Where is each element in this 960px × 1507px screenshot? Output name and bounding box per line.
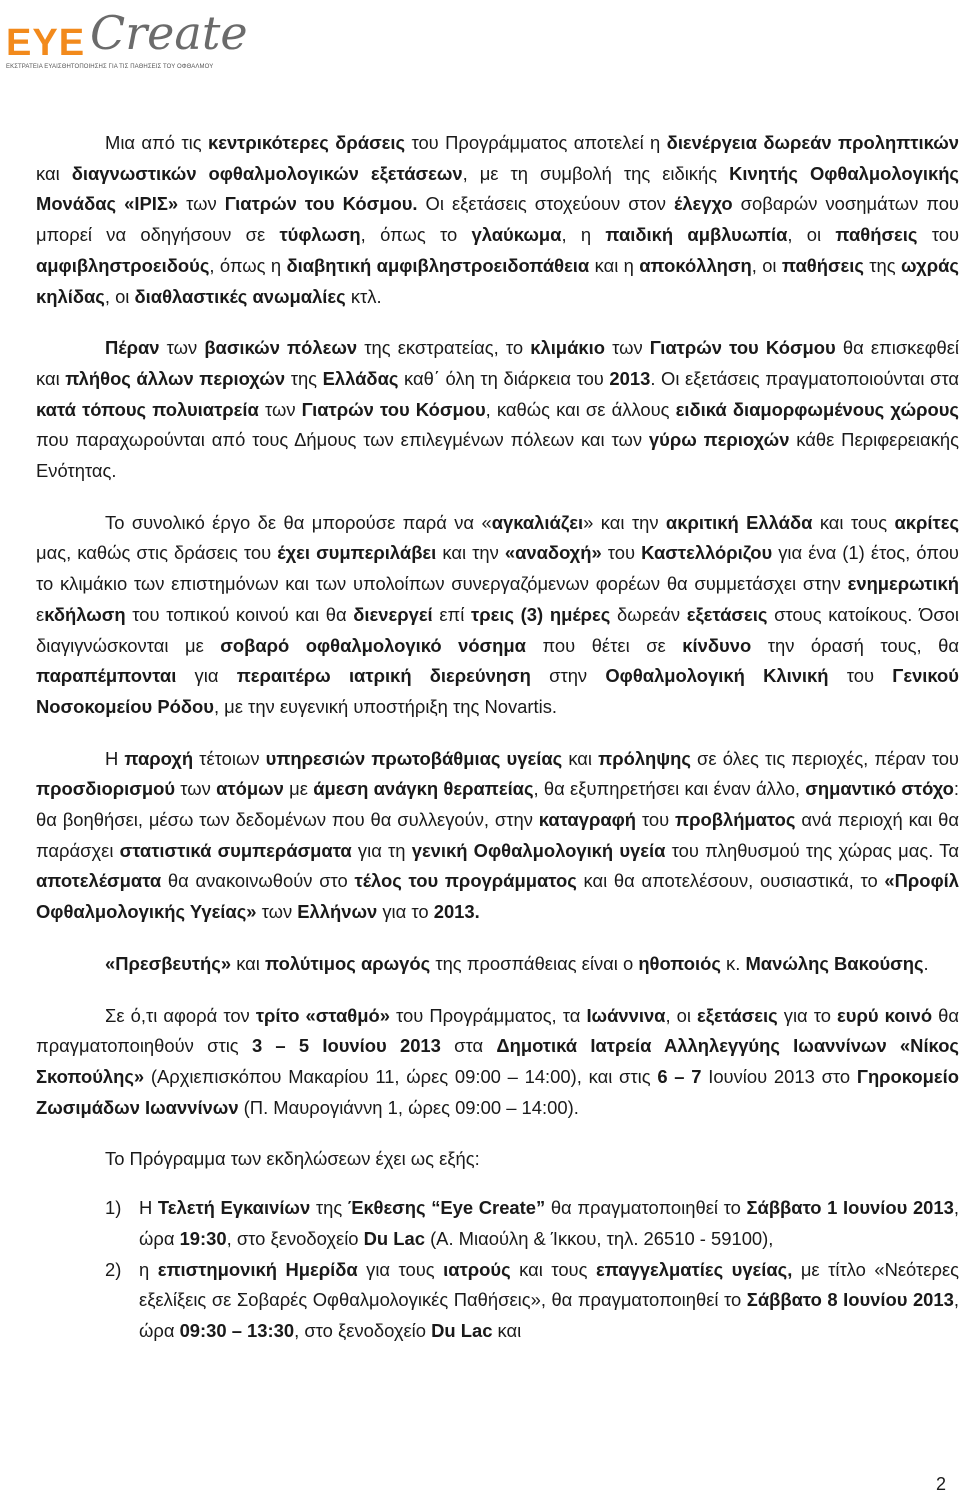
bold-text-run: πολύτιμος αρωγός bbox=[265, 952, 431, 974]
bold-text-run: ατόμων bbox=[216, 778, 284, 800]
bold-text-run: στατιστικά συμπεράσματα bbox=[119, 839, 352, 861]
bold-text-run: διαθλαστικές ανωμαλίες bbox=[134, 285, 346, 307]
text-run: για bbox=[176, 665, 237, 687]
bold-text-run: έλεγχο bbox=[674, 193, 733, 215]
text-run: με τίτλο «Νεότερες εξελίξεις σε Σοβαρές Οφθαλμολογικές Παθήσεις», θα πραγματοποιηθεί το bbox=[139, 1258, 960, 1311]
bold-text-run: ακρίτες bbox=[894, 511, 960, 533]
text-run: , όπως το bbox=[360, 224, 472, 246]
bold-text-run: έχει συμπεριλάβει bbox=[277, 542, 437, 564]
text-run: , καθώς και σε άλλους bbox=[485, 398, 676, 420]
program-intro: Το Πρόγραμμα των εκδηλώσεων έχει ως εξής: bbox=[105, 1148, 480, 1170]
text-run: , στο ξενοδοχείο bbox=[226, 1227, 364, 1249]
bold-text-run: παθήσεις bbox=[781, 254, 864, 276]
bold-text-run: προσδιορισμού bbox=[36, 778, 176, 800]
program-item-text bbox=[139, 1255, 959, 1347]
text-run: του bbox=[636, 809, 676, 831]
bold-text-run: Γενικού Νοσοκομείου Ρόδου bbox=[36, 665, 959, 717]
bold-text-run: Ιωάννινα bbox=[586, 1004, 666, 1026]
bold-text-run: Γιατρών του Κόσμου bbox=[301, 398, 486, 420]
paragraph-ambassador bbox=[36, 949, 959, 980]
text-run: , οι bbox=[665, 1004, 698, 1026]
text-run: για τη bbox=[351, 839, 412, 861]
bold-text-run: διενεργεί bbox=[353, 603, 433, 625]
text-run: στα bbox=[440, 1035, 497, 1057]
text-run: για τους bbox=[357, 1258, 444, 1280]
text-run: του τοπικού κοινού και θα bbox=[125, 603, 354, 625]
text-run: Το συνολικό έργο δε θα μπορούσε παρά να « bbox=[105, 511, 492, 533]
bold-text-run: «Προφίλ Οφθαλμολογικής Υγείας» bbox=[36, 870, 960, 923]
text-run: θα πραγματοποιηθεί το bbox=[545, 1197, 747, 1219]
bold-text-run: γύρω περιοχών bbox=[648, 429, 790, 451]
bold-text-run: ιατρούς bbox=[443, 1258, 511, 1280]
bold-text-run: υπηρεσιών πρωτοβάθμιας υγείας bbox=[265, 747, 563, 769]
bold-text-run: άμεση ανάγκη θεραπείας bbox=[313, 778, 534, 800]
text-run: καθ΄ όλη τη διάρκεια του bbox=[398, 367, 610, 389]
text-run: . bbox=[923, 952, 929, 974]
bold-text-run: διαγνωστικών οφθαλμολογικών εξετάσεων bbox=[71, 162, 463, 184]
text-run: , με την ευγενική υποστήριξη της Novartis. bbox=[213, 695, 558, 717]
bold-text-run: παθήσεις bbox=[835, 224, 918, 246]
text-run: θα επισκεφθεί και bbox=[36, 337, 960, 389]
paragraph-kastellorizo bbox=[36, 508, 959, 723]
text-run: στην bbox=[530, 665, 606, 687]
program-item-number: 1) bbox=[105, 1197, 122, 1219]
text-run: που θέτει σε bbox=[525, 634, 683, 656]
text-run: Μια από τις bbox=[105, 132, 208, 153]
text-run: θα πραγματοποιηθούν στις bbox=[36, 1004, 959, 1057]
bold-text-run: κατά τόπους πολυιατρεία bbox=[36, 398, 259, 420]
text-run: του bbox=[828, 665, 893, 687]
text-run: , οι bbox=[787, 224, 836, 246]
text-run: , η bbox=[561, 224, 606, 246]
text-run: , ώρα bbox=[139, 1289, 959, 1341]
bold-text-run: αγκαλιάζει bbox=[491, 511, 584, 533]
bold-text-run: γενική Οφθαλμολογική υγεία bbox=[411, 839, 666, 861]
bold-text-run: τρεις (3) ημέρες bbox=[471, 603, 611, 625]
text-run: της εκστρατείας, το bbox=[357, 337, 531, 359]
text-run: των bbox=[159, 337, 205, 359]
program-list bbox=[36, 1193, 959, 1347]
bold-text-run: αποτελέσματα bbox=[36, 870, 162, 892]
bold-text-run: τέλος του προγράμματος bbox=[354, 870, 577, 892]
paragraph-exams bbox=[36, 128, 959, 312]
text-run: και bbox=[231, 952, 266, 974]
bold-text-run: διενέργεια δωρεάν προληπτικών bbox=[666, 132, 959, 153]
bold-text-run: “Eye Create” bbox=[431, 1197, 546, 1219]
text-run: κ. bbox=[720, 952, 746, 974]
bold-text-run: 6 – 7 bbox=[657, 1065, 702, 1087]
bold-text-run: Μανώλης Βακούσης bbox=[745, 952, 924, 974]
text-run: και bbox=[36, 162, 72, 184]
bold-text-run: 2013 bbox=[609, 367, 651, 389]
text-run: Ιουνίου 2013 στο bbox=[701, 1065, 857, 1087]
text-run: (Π. Μαυρογιάννη 1, ώρες 09:00 – 14:00). bbox=[238, 1096, 579, 1118]
bold-text-run: τύφλωση bbox=[279, 224, 361, 246]
text-run: Σε ό,τι αφορά τον bbox=[105, 1004, 256, 1026]
bold-text-run: 09:30 – 13:30 bbox=[179, 1319, 295, 1341]
text-run: , όπως η bbox=[209, 254, 287, 276]
bold-text-run: Σάββατο 1 Ιουνίου 2013 bbox=[746, 1197, 954, 1219]
bold-text-run: ωχράς κηλίδας bbox=[36, 254, 959, 307]
bold-text-run: επαγγελματίες υγείας, bbox=[595, 1258, 793, 1280]
bold-text-run: διαβητική αμφιβληστροειδοπάθεια bbox=[286, 254, 590, 276]
bold-text-run: περαιτέρω ιατρική διερεύνηση bbox=[236, 665, 531, 687]
logo-create-text: Create bbox=[90, 6, 248, 60]
text-run: για ένα (1) έτος, όπου το κλιμάκιο των επιστημόνων και των υπολοίπων συνεργαζόμενων φορέων θα συμμετάσχει στην bbox=[36, 542, 959, 595]
text-run: της bbox=[863, 254, 901, 276]
text-run: του Προγράμματος, τα bbox=[389, 1004, 587, 1026]
bold-text-run: βασικών πόλεων bbox=[204, 337, 358, 359]
bold-text-run: Καστελλόριζου bbox=[641, 542, 773, 564]
text-run: την όρασή τους, θα bbox=[751, 634, 959, 656]
text-run: , οι bbox=[751, 254, 782, 276]
text-run: του Προγράμματος αποτελεί η bbox=[405, 132, 667, 153]
text-run: των bbox=[258, 398, 302, 420]
bold-text-run: προβλήματος bbox=[675, 809, 796, 831]
text-run: των bbox=[256, 901, 298, 923]
eyecreate-logo bbox=[6, 4, 248, 84]
text-run: για το bbox=[777, 1004, 838, 1026]
text-run: και η bbox=[589, 254, 640, 276]
bold-text-run: τρίτο «σταθμό» bbox=[255, 1004, 390, 1026]
bold-text-run: ενημερωτική bbox=[847, 573, 959, 595]
program-item bbox=[36, 1193, 959, 1254]
text-run: της bbox=[285, 367, 323, 389]
program-item-text bbox=[139, 1193, 959, 1254]
bold-text-run: παιδική αμβλυωπία bbox=[605, 224, 788, 246]
text-run: , στο ξενοδοχείο bbox=[294, 1319, 432, 1341]
bold-text-run: Δημοτικά Ιατρεία Αλληλεγγύης Ιωαννίνων «Νίκος Σκοπούλης» bbox=[36, 1035, 959, 1087]
program-item bbox=[36, 1255, 959, 1347]
bold-text-run: κίνδυνο bbox=[682, 634, 752, 656]
text-run: ε bbox=[36, 603, 45, 625]
text-run: επί bbox=[432, 603, 472, 625]
bold-text-run: καταγραφή bbox=[538, 809, 637, 831]
bold-text-run: Γηροκομείο Ζωσιμάδων Ιωαννίνων bbox=[36, 1065, 959, 1118]
bold-text-run: εξετάσεις bbox=[697, 1004, 778, 1026]
paragraph-health-profile bbox=[36, 744, 959, 928]
text-run: (Α. Μιαούλη & Ίκκου, τηλ. 26510 - 59100), bbox=[424, 1227, 774, 1249]
text-run: στους κατοίκους. Όσοι διαγιγνώσκονται με bbox=[36, 603, 959, 656]
text-run: η bbox=[139, 1258, 158, 1280]
bold-text-run: Σάββατο 8 Ιουνίου 2013 bbox=[746, 1289, 954, 1311]
text-run: Η bbox=[139, 1197, 158, 1219]
text-run: του bbox=[917, 224, 959, 246]
text-run: με bbox=[283, 778, 314, 800]
text-run: τέτοιων bbox=[193, 747, 266, 769]
bold-text-run: πρόληψης bbox=[598, 747, 691, 769]
bold-text-run: Κινητής Οφθαλμολογικής Μονάδας «ΙΡΙΣ» bbox=[36, 162, 959, 215]
text-run: των bbox=[604, 337, 650, 359]
bold-text-run: κεντρικότερες δράσεις bbox=[207, 132, 406, 153]
bold-text-run: ακριτική Ελλάδα bbox=[665, 511, 813, 533]
text-run: , με τη συμβολή της ειδικής bbox=[462, 162, 730, 184]
text-run: και τους bbox=[812, 511, 895, 533]
bold-text-run: Γιατρών του Κόσμου bbox=[649, 337, 836, 359]
paragraph-ioannina bbox=[36, 1001, 959, 1124]
bold-text-run: Du Lac bbox=[363, 1227, 425, 1249]
bold-text-run: ηθοποιός bbox=[638, 952, 721, 974]
program-item-number: 2) bbox=[105, 1258, 122, 1280]
bold-text-run: 3 – 5 Ιουνίου 2013 bbox=[251, 1035, 441, 1057]
bold-text-run: «Πρεσβευτής» bbox=[105, 952, 232, 974]
page-number: 2 bbox=[935, 1474, 946, 1494]
text-run: , θα εξυπηρετήσει και έναν άλλο, bbox=[533, 778, 806, 800]
text-run: , ώρα bbox=[139, 1197, 959, 1249]
text-run: θα ανακοινωθούν στο bbox=[161, 870, 355, 892]
bold-text-run: 19:30 bbox=[179, 1227, 227, 1249]
bold-text-run: Πέραν bbox=[105, 337, 160, 359]
text-run: της προσπάθειας είναι ο bbox=[430, 952, 639, 974]
bold-text-run: αποκόλληση bbox=[639, 254, 752, 276]
bold-text-run: Ελλάδας bbox=[322, 367, 399, 389]
bold-text-run: Τελετή Εγκαινίων bbox=[157, 1197, 311, 1219]
bold-text-run: σοβαρό οφθαλμολογικό νόσημα bbox=[220, 634, 526, 656]
text-run: των bbox=[175, 778, 217, 800]
bold-text-run: εξετάσεις bbox=[686, 603, 768, 625]
bold-text-run: ειδικά διαμορφωμένους χώρους bbox=[675, 398, 959, 420]
text-run: για το bbox=[377, 901, 434, 923]
logo-tagline: ΕΚΣΤΡΑΤΕΙΑ ΕΥΑΙΣΘΗΤΟΠΟΙΗΣΗΣ ΓΙΑ ΤΙΣ ΠΑΘΗΣΕΙΣ ΤΟΥ ΟΦΘΑΛΜΟΥ bbox=[6, 64, 214, 70]
text-run: ανά περιοχή και θα παράσχει bbox=[36, 809, 959, 861]
text-run: και τους bbox=[510, 1258, 596, 1280]
text-run: και bbox=[562, 747, 599, 769]
text-run: σε όλες τις περιοχές, πέραν του bbox=[690, 747, 959, 769]
bold-text-run: Γιατρών του Κόσμου. bbox=[224, 193, 418, 215]
bold-text-run: Du Lac bbox=[431, 1319, 493, 1341]
text-run: δωρεάν bbox=[610, 603, 687, 625]
bold-text-run: 2013. bbox=[433, 901, 480, 923]
bold-text-run: παραπέμπονται bbox=[36, 665, 177, 687]
text-run: του πληθυσμού της χώρας μας. Τα bbox=[665, 839, 960, 861]
bold-text-run: γλαύκωμα bbox=[471, 224, 562, 246]
text-run: και bbox=[492, 1319, 522, 1341]
text-run: Η bbox=[105, 747, 125, 769]
document-body bbox=[36, 128, 959, 1347]
bold-text-run: «αναδοχή» bbox=[504, 542, 602, 564]
text-run: κτλ. bbox=[345, 285, 382, 307]
bold-text-run: σημαντικό στόχο bbox=[805, 778, 954, 800]
text-run: (Αρχιεπισκόπου Μακαρίου 11, ώρες 09:00 – 14:00), και στις bbox=[144, 1065, 658, 1087]
text-run: κάθε Περιφερειακής Ενότητας. bbox=[36, 429, 959, 482]
bold-text-run: ευρύ κοινό bbox=[837, 1004, 933, 1026]
bold-text-run: αμφιβληστροειδούς bbox=[36, 254, 210, 276]
bold-text-run: Οφθαλμολογική Κλινική bbox=[605, 665, 829, 687]
text-run: της bbox=[310, 1197, 348, 1219]
text-run: μας, καθώς στις δράσεις του bbox=[36, 542, 278, 564]
text-run: . Οι εξετάσεις πραγματοποιούνται στα bbox=[650, 367, 959, 389]
bold-text-run: κδήλωση bbox=[44, 603, 126, 625]
bold-text-run: κλιμάκιο bbox=[530, 337, 605, 359]
bold-text-run: παροχή bbox=[124, 747, 194, 769]
text-run: του bbox=[601, 542, 642, 564]
text-run: των bbox=[178, 193, 225, 215]
logo-eye-text: ΕΥΕ bbox=[6, 22, 86, 64]
text-run: σοβαρών νοσημάτων που μπορεί να οδηγήσουν σε bbox=[36, 193, 959, 246]
text-run: και την bbox=[436, 542, 505, 564]
text-run: Οι εξετάσεις στοχεύουν στον bbox=[417, 193, 675, 215]
text-run: που παραχωρούνται από τους Δήμους των επιλεγμένων πόλεων και των bbox=[36, 429, 649, 451]
bold-text-run: Έκθεσης bbox=[347, 1197, 426, 1219]
text-run: : θα βοηθήσει, μέσω των δεδομένων που θα συλλεγούν, στην bbox=[36, 778, 959, 831]
bold-text-run: Ελλήνων bbox=[297, 901, 378, 923]
paragraph-regions bbox=[36, 333, 959, 487]
text-run: , οι bbox=[104, 285, 135, 307]
bold-text-run: επιστημονική Ημερίδα bbox=[157, 1258, 358, 1280]
bold-text-run: πλήθος άλλων περιοχών bbox=[65, 367, 286, 389]
text-run: » και την bbox=[583, 511, 666, 533]
text-run: και θα αποτελέσουν, ουσιαστικά, το bbox=[576, 870, 885, 892]
